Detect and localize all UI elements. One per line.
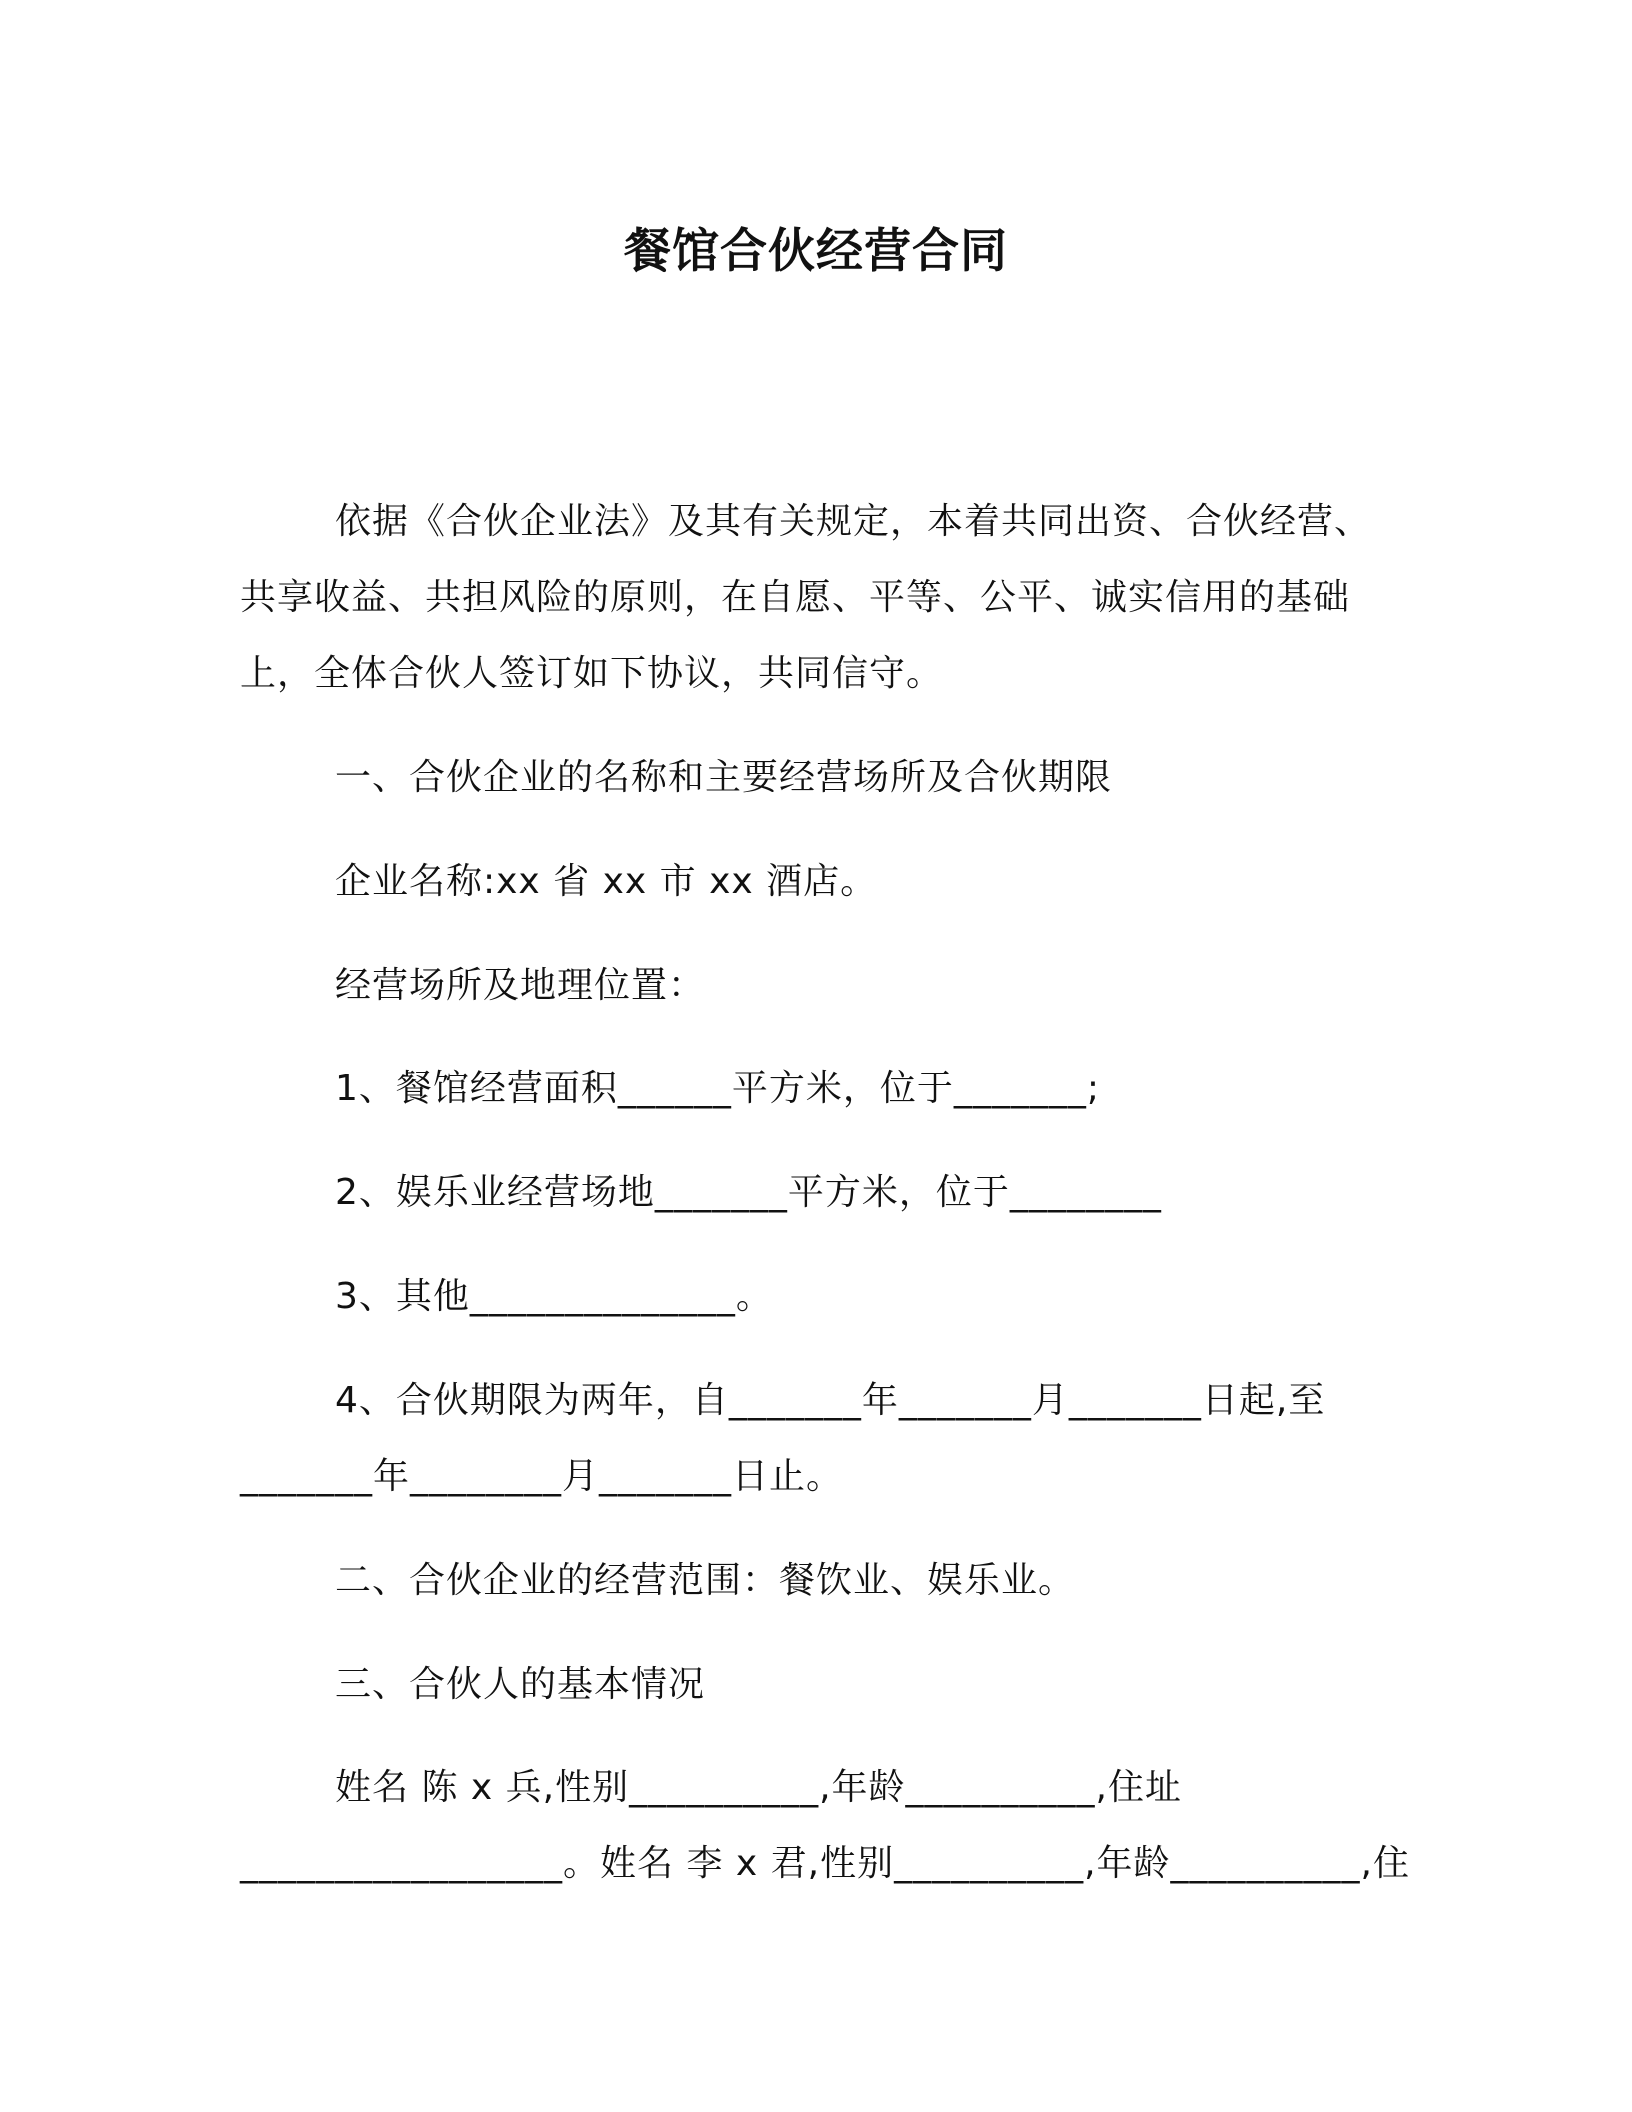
list-item: 3、其他______________。: [335, 1276, 773, 1317]
section-heading: 一、合伙企业的名称和主要经营场所及合伙期限: [335, 757, 1113, 798]
document-title: 餐馆合伙经营合同: [624, 224, 1008, 279]
list-item: 1、餐馆经营面积______平方米，位于_______;: [335, 1068, 1101, 1109]
paragraph-line: 经营场所及地理位置：: [335, 965, 706, 1006]
paragraph-line: 上，全体合伙人签订如下协议，共同信守。: [240, 653, 944, 694]
paragraph-line: _________________。姓名 李 x 君,性别__________,年龄__________,住: [240, 1843, 1410, 1884]
paragraph-line: 共享收益、共担风险的原则，在自愿、平等、公平、诚实信用的基础: [240, 577, 1351, 618]
list-item: 2、娱乐业经营场地_______平方米，位于________: [335, 1172, 1162, 1213]
paragraph-line: 企业名称:xx 省 xx 市 xx 酒店。: [335, 861, 878, 902]
paragraph-line: 姓名 陈 x 兵,性别__________,年龄__________,住址: [335, 1767, 1182, 1808]
section-heading: 二、合伙企业的经营范围：餐饮业、娱乐业。: [335, 1560, 1076, 1601]
paragraph-line: 依据《合伙企业法》及其有关规定，本着共同出资、合伙经营、: [335, 501, 1372, 542]
list-item: 4、合伙期限为两年，自_______年_______月_______日起,至: [335, 1380, 1326, 1421]
section-heading: 三、合伙人的基本情况: [335, 1664, 706, 1705]
list-item-continued: _______年________月_______日止。: [240, 1456, 844, 1497]
